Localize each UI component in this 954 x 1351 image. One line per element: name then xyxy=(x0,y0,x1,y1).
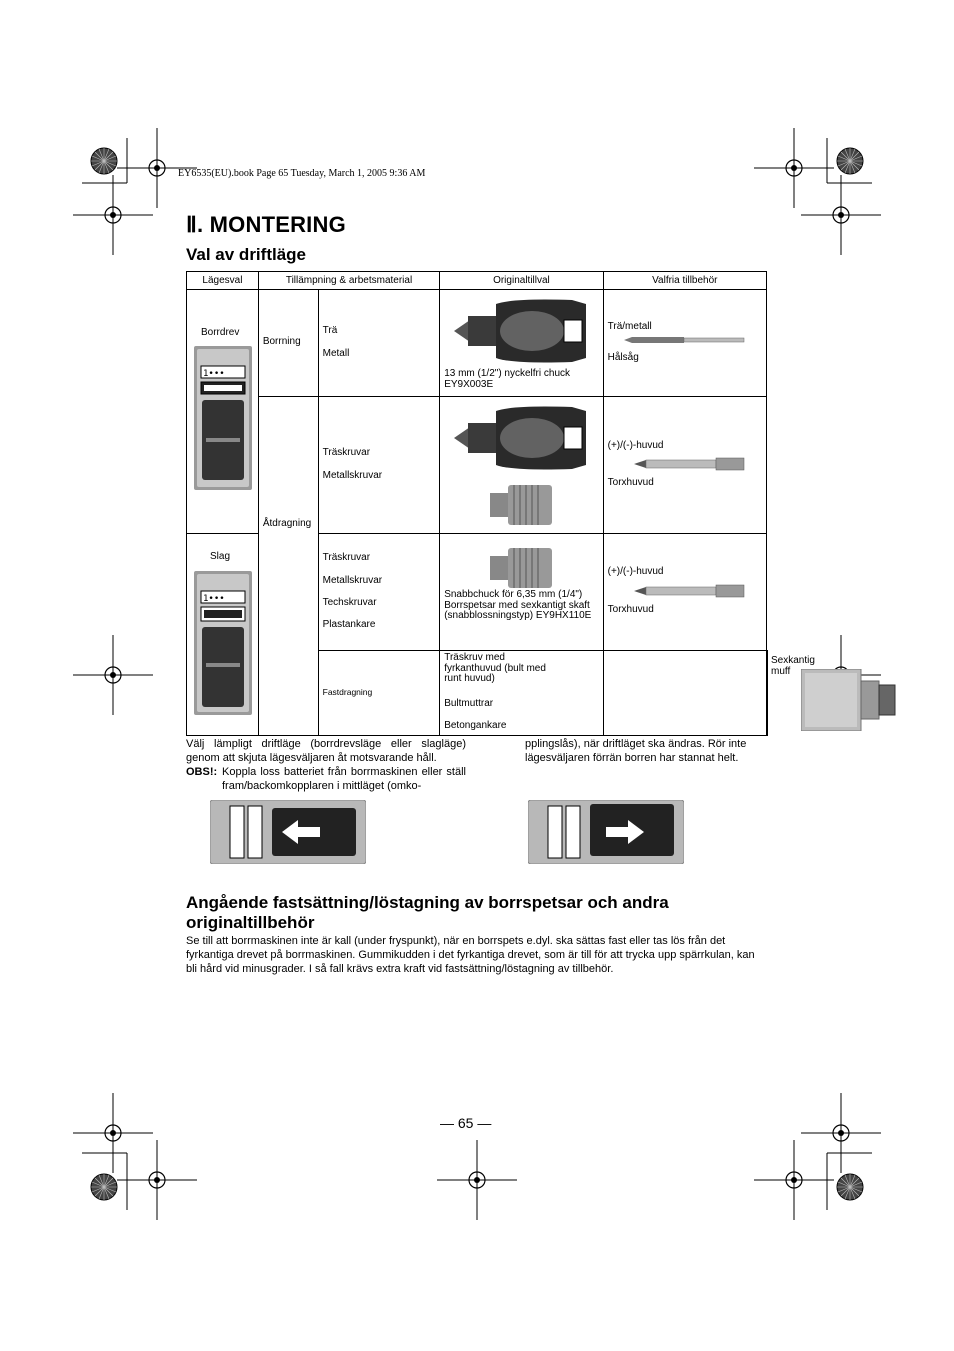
page-number: — 65 — xyxy=(440,1115,492,1131)
acc-row2-0: (+)/(-)-huvud xyxy=(607,440,664,451)
keyless-chuck-image xyxy=(452,296,592,366)
mode-slag-cell xyxy=(187,534,259,736)
mat-row2-cell xyxy=(318,397,440,534)
app-fastdragning-cell xyxy=(318,651,440,736)
obs-label: OBS!: xyxy=(186,766,218,778)
drill-bit-image xyxy=(624,335,746,345)
paragraph-1: Välj lämpligt driftläge (borrdrevsläge eller slagläge) genom att skjuta lägesväljaren åt motsvarande håll. xyxy=(186,738,466,764)
mat-row3-0: Träskruvar xyxy=(322,552,371,563)
mat-row4-1: Bultmuttrar xyxy=(444,698,494,709)
section2-body: Se till att borrmaskinen inte är kall (under fryspunkt), när en borrspets e.dyl. ska sättas fast eller tas lös från det fyrkantiga drevet på borrmaskinen. Gummikudden i det fyrkantiga drevet, som är till för att trycka upp spärrkulan, kan bli hård vid minusgrader. I så fall krävs extra kraft vid fastsättning/löstagning av tillbehör. xyxy=(186,935,755,975)
mode-borr-label: Borrdrev xyxy=(201,327,240,338)
app-atdragning-cell xyxy=(258,397,318,736)
mat-row1-0: Trä xyxy=(322,325,338,336)
acc-row4-cell xyxy=(767,651,815,736)
section-title: Ⅱ. MONTERING xyxy=(186,212,346,237)
mat-row1-cell xyxy=(318,290,440,397)
phillips-bit-image-2 xyxy=(634,584,746,598)
acc-row2-cell xyxy=(603,397,766,534)
acc-row2-1: Torxhuvud xyxy=(607,477,654,488)
obs-text-left: Koppla loss batteriet från borrmaskinen eller ställ fram/backomkopplaren i mittläget (omko- xyxy=(222,766,466,792)
acc-row1-1: Hålsåg xyxy=(607,352,639,363)
file-header: EY6535(EU).book Page 65 Tuesday, March 1, 2005 9:36 AM xyxy=(178,168,426,179)
acc-row3-1: Torxhuvud xyxy=(607,604,654,615)
mat-row4-2: Betongankare xyxy=(444,720,507,731)
mat-row2-0: Träskruvar xyxy=(322,447,371,458)
mat-row4-cell xyxy=(440,651,603,736)
header-originaltillval: Originaltillval xyxy=(440,272,603,290)
mode-selector-borr-image xyxy=(194,346,252,490)
section2-title: Angående fastsättning/löstagning av borrspetsar och andra originaltillbehör xyxy=(186,893,669,932)
orig-row1-text: 13 mm (1/2") nyckelfri chuck EY9X003E xyxy=(444,368,571,390)
mode-slag-label: Slag xyxy=(210,551,231,562)
mode-selector-slag-image xyxy=(194,571,252,715)
mode-borr-cell xyxy=(187,290,259,534)
mat-row2-1: Metallskruvar xyxy=(322,470,383,481)
app-atdragning: Åtdragning xyxy=(262,518,312,529)
orig-row3-text: Snabbchuck för 6,35 mm (1/4") Borrspetsar med sexkantigt skaft (snabblossningstyp) EY9HX110E xyxy=(444,589,592,621)
app-fastdragning: Fastdragning xyxy=(322,687,373,697)
mat-row3-cell xyxy=(318,534,440,651)
keyless-chuck-image-2 xyxy=(452,403,592,473)
acc-row3-cell xyxy=(603,534,766,651)
orig-row2-cell xyxy=(440,397,603,534)
mat-row3-3: Plastankare xyxy=(322,619,376,630)
quick-chuck-image xyxy=(490,483,554,527)
acc-row1-cell xyxy=(603,290,766,397)
app-borrning: Borrning xyxy=(262,336,301,347)
svg-text:1•••: 1••• xyxy=(203,369,225,379)
acc-row3-0: (+)/(-)-huvud xyxy=(607,566,664,577)
acc-row4-0: Sexkantig muff xyxy=(771,655,815,677)
quick-chuck-image-2 xyxy=(490,546,554,590)
header-valfria: Valfria tillbehör xyxy=(603,272,766,290)
phillips-bit-image xyxy=(634,457,746,471)
selector-right-image xyxy=(528,800,684,864)
obs-text-right: pplingslås), när driftläget ska ändras. Rör inte lägesväljaren förrän borren har stannat helt. xyxy=(525,738,747,764)
orig-row1-cell xyxy=(440,290,603,397)
header-lagesval: Lägesval xyxy=(187,272,259,290)
mat-row3-2: Techskruvar xyxy=(322,597,377,608)
selector-left-image xyxy=(210,800,366,864)
orig-row4-cell xyxy=(603,651,766,736)
orig-row3-cell xyxy=(440,534,603,651)
header-tillampning: Tillämpning & arbetsmaterial xyxy=(258,272,439,290)
mat-row4-0: Träskruv med fyrkanthuvud (bult med runt huvud) xyxy=(444,652,546,684)
mat-row3-1: Metallskruvar xyxy=(322,575,383,586)
app-borrning-cell xyxy=(258,290,318,397)
acc-row1-0: Trä/metall xyxy=(607,321,652,332)
hex-socket-image xyxy=(801,669,897,731)
table-title: Val av driftläge xyxy=(186,245,306,264)
mat-row1-1: Metall xyxy=(322,348,350,359)
mode-table xyxy=(186,271,815,736)
svg-text:1•••: 1••• xyxy=(203,594,225,604)
